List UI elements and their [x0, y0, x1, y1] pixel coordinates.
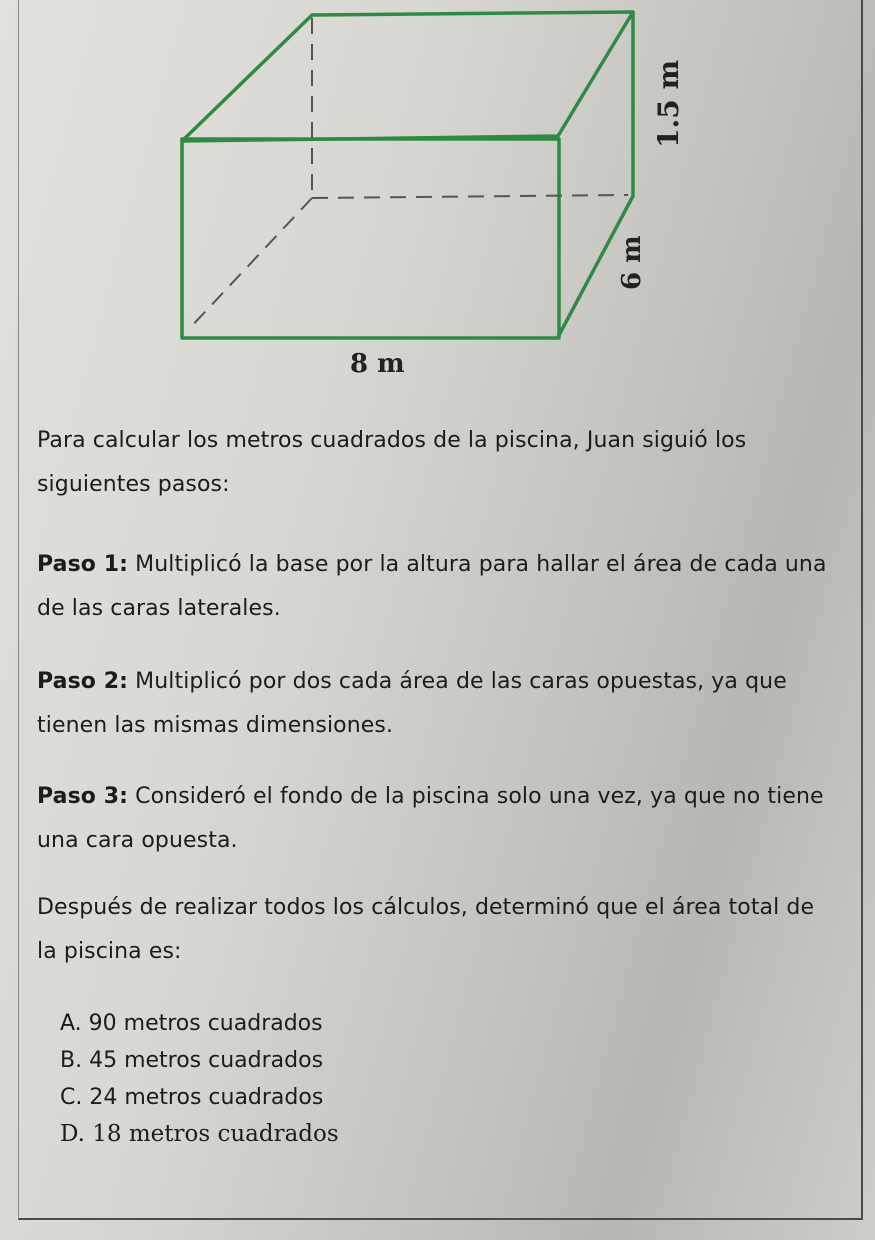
step-2-label: Paso 2: — [37, 669, 129, 694]
intro-paragraph: Para calcular los metros cuadrados de la piscina, Juan siguió los siguientes pasos: — [37, 428, 747, 497]
option-d[interactable]: D. 18 metros cuadrados — [60, 1121, 339, 1147]
step-1 — [37, 543, 837, 631]
step-3-text: Consideró el fondo de la piscina solo una vez, ya que no tiene una cara opuesta. — [37, 784, 824, 853]
height-label: 1.5 m — [652, 59, 685, 148]
option-c[interactable]: C. 24 metros cuadrados — [60, 1085, 324, 1110]
step-3 — [37, 775, 837, 863]
depth-label: 6 m — [617, 235, 647, 290]
step-2 — [37, 660, 837, 748]
hidden-edge-back-bottom — [312, 195, 628, 198]
step-2-text: Multiplicó por dos cada área de las caras opuestas, ya que tienen las mismas dimensiones. — [37, 669, 787, 738]
step-1-text: Multiplicó la base por la altura para hallar el área de cada una de las caras laterales. — [37, 552, 827, 621]
step-1-label: Paso 1: — [37, 552, 129, 577]
top-face — [182, 12, 633, 141]
option-b[interactable]: B. 45 metros cuadrados — [60, 1048, 324, 1073]
length-label: 8 m — [350, 349, 405, 379]
front-face — [182, 139, 559, 338]
hidden-edge-depth — [188, 198, 312, 330]
step-3-label: Paso 3: — [37, 784, 129, 809]
answer-options — [60, 1005, 339, 1153]
pool-prism-figure — [0, 0, 875, 400]
conclusion-paragraph: Después de realizar todos los cálculos, determinó que el área total de la piscina es: — [37, 895, 815, 964]
option-a[interactable]: A. 90 metros cuadrados — [60, 1011, 323, 1036]
